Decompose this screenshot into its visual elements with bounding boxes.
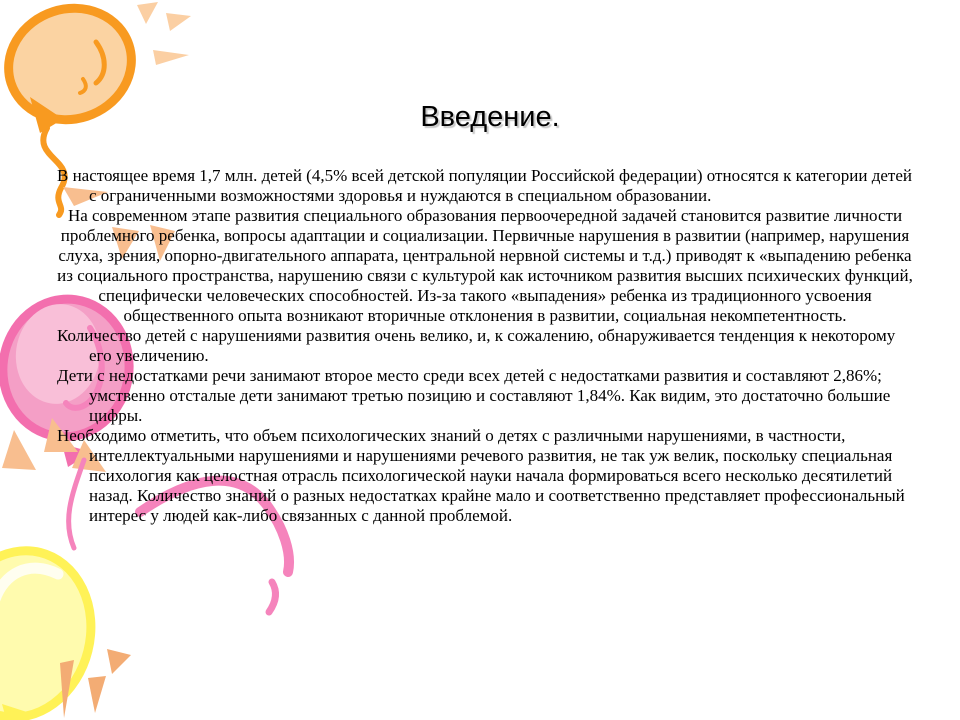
paragraph-3: Количество детей с нарушениями развития очень велико, и, к сожалению, обнаруживается тенденция к некоторому его увеличению.: [57, 326, 896, 365]
paragraph-1: В настоящее время 1,7 млн. детей (4,5% всей детской популяции Российской федерации) относятся к категории детей с ограниченными возможностями здоровья и нуждаются в специальном образовании.: [57, 166, 912, 205]
sparkle-triangle-icon: [166, 13, 191, 31]
sparkle-triangle-icon: [153, 50, 189, 65]
sparkle-triangle-icon: [137, 2, 158, 24]
sparkle-triangle-icon: [88, 676, 106, 713]
slide-body-text: [57, 166, 913, 526]
paragraph-2: На современном этапе развития специального образования первоочередной задачей становится развитие личности проблемного ребенка, вопросы адаптации и социализации. Первичные нарушения в развитии (например, нарушения слуха, зрения, опорно-двигательного аппарата, центральной нервной системы и т.д.) приводят к «выпадению ребенка из социального пространства, нарушению связи с культурой как источником развития высших психических функций, специфически человеческих способностей. Из-за такого «выпадения» ребенка из традиционного усвоения общественного опыта возникают вторичные отклонения в развитии, социальная некомпетентность.: [57, 206, 913, 325]
sparkle-triangle-icon: [107, 649, 131, 674]
pink-ribbon-strand: [269, 582, 276, 612]
paragraph-4: Дети с недостатками речи занимают второе место среди всех детей с недостатками развития и составляют 2,86%; умственно отсталые дети занимают третью позицию и составляют 1,84%. Как видим, это достаточно большие цифры.: [57, 366, 891, 425]
slide-title: Введение.: [420, 101, 560, 133]
balloon-yellow-decoration: [0, 536, 131, 720]
paragraph-5: Необходимо отметить, что объем психологических знаний о детях с различными нарушениями, в частности, интеллектуальными нарушениями и нарушениями речевого развития, не так уж велик, поскольку специальная психология как целостная отрасль психологической науки начала формироваться всего несколько десятилетий назад. Количество знаний о разных недостатках крайне мало и соответственно представляет профессиональный интерес у людей как-либо связанных с данной проблемой.: [57, 426, 905, 525]
sparkle-triangle-icon: [2, 430, 36, 470]
